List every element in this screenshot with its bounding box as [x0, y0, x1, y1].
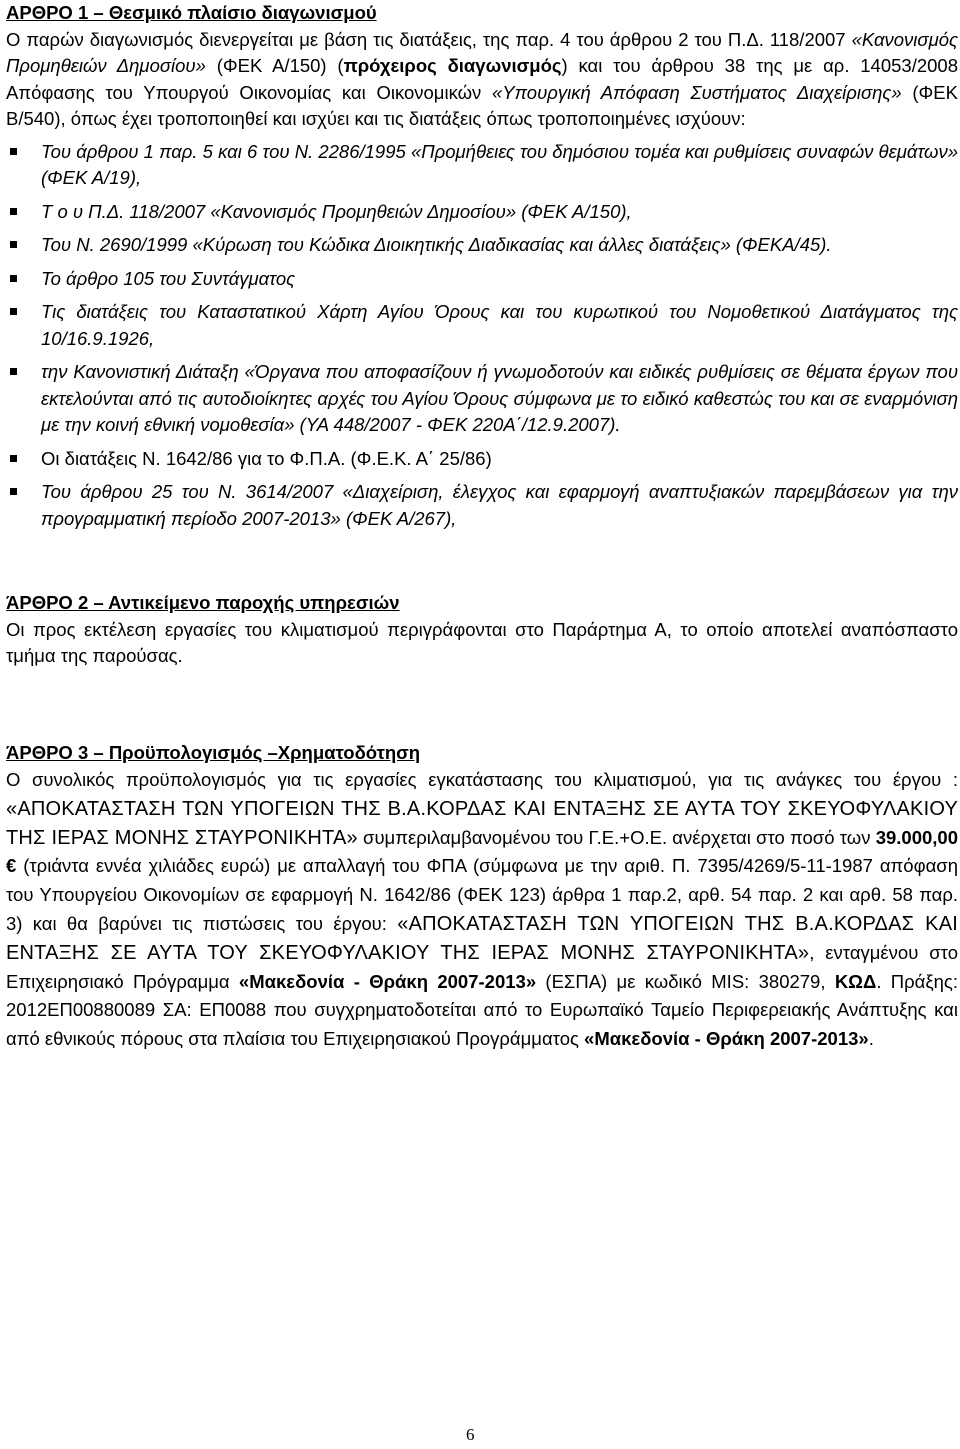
list-item: Του άρθρου 1 παρ. 5 και 6 του Ν. 2286/1995 «Προμήθειες του δημόσιου τομέα και ρυθμίσεις συναφών θεμάτων» (ΦΕΚ Α/19), [6, 139, 958, 192]
list-item: Οι διατάξεις Ν. 1642/86 για το Φ.Π.Α. (Φ.Ε.Κ. Α΄ 25/86) [6, 446, 958, 473]
square-bullet-icon [10, 275, 17, 282]
intro-text-1: Ο παρών διαγωνισμός διενεργείται με βάση τις διατάξεις, της παρ. 4 του άρθρου 2 του Π.Δ. 118/2007 [6, 28, 852, 50]
article-1-heading: ΑΡΘΡΟ 1 – Θεσμικό πλαίσιο διαγωνισμού [6, 2, 377, 23]
list-item: Του άρθρου 25 του Ν. 3614/2007 «Διαχείριση, έλεγχος και εφαρμογή αναπτυξιακών παρεμβάσεων για την προγραμματική περίοδο 2007-2013» (ΦΕΚ Α/267), [6, 479, 958, 532]
project-title: «ΑΠΟΚΑΤΑΣΤΑΣΗ ΤΩΝ ΥΠΟΓΕΙΩΝ ΤΗΣ Β.Α.ΚΟΡΔΑΣ ΚΑΙ ΕΝΤΑΞΗΣ ΣΕ ΑΥΤΑ ΤΟΥ ΣΚΕΥΟΦΥΛΑΚΙΟΥ ΤΗΣ ΙΕΡΑΣ ΜΟΝΗΣ ΣΤΑΥΡΟΝΙΚΗΤΑ» [6, 797, 958, 849]
intro-tender-type: πρόχειρος διαγωνισμός [343, 55, 562, 76]
list-item: Του Ν. 2690/1999 «Κύρωση του Κώδικα Διοικητικής Διαδικασίας και άλλες διατάξεις» (ΦΕΚΑ/45). [6, 232, 958, 259]
legal-basis-list [6, 139, 958, 533]
intro-text-5: ) και του άρθρου 38 της με αρ. 14053/2008 Απόφασης του Υπουργού Οικονομίας και Οικονομικών [6, 55, 959, 103]
programme-name: «Μακεδονία - Θράκη 2007-2013» [584, 1028, 869, 1050]
square-bullet-icon [10, 208, 17, 215]
article-2 [6, 590, 958, 670]
article-3-heading: ΆΡΘΡΟ 3 – Προϋπολογισμός –Χρηματοδότηση [6, 741, 421, 763]
page-number: 6 [466, 1425, 475, 1444]
article-3 [6, 740, 958, 1054]
intro-decision-title: «Υπουργική Απόφαση Συστήματος Διαχείρισης» [492, 81, 902, 103]
square-bullet-icon [10, 148, 17, 155]
budget-amount: 39.000,00 € [6, 826, 958, 877]
list-item: Το άρθρο 105 του Συντάγματος [6, 266, 958, 293]
article-1-intro [6, 27, 958, 133]
square-bullet-icon [10, 241, 17, 248]
square-bullet-icon [10, 455, 17, 462]
list-item: Τ ο υ Π.Δ. 118/2007 «Κανονισμός Προμηθειών Δημοσίου» (ΦΕΚ Α/150), [6, 199, 958, 226]
document-page [6, 0, 958, 1054]
list-item: Τις διατάξεις του Καταστατικού Χάρτη Αγίου Όρους και του κυρωτικού του Νομοθετικού Διατάγματος της 10/16.9.1926, [6, 299, 958, 352]
list-item: την Κανονιστική Διάταξη «Όργανα που αποφασίζουν ή γνωμοδοτούν και ειδικές ρυθμίσεις σε θέματα έργων που εκτελούνται από τις αυτοδιοίκητες αρχές του Αγίου Όρους σύμφωνα με το ειδικό καθεστώς του και σε εναρμόνιση με την κοινή εθνική νομοθεσία» (ΥΑ 448/2007 - ΦΕΚ 220Α΄/12.9.2007). [6, 359, 958, 439]
intro-text-7: (ΦΕΚ Β/540), όπως έχει τροποποιηθεί και ισχύει και τις διατάξεις όπως τροποποιημένες ισχύουν: [6, 81, 958, 129]
square-bullet-icon [10, 368, 17, 375]
article-1 [6, 0, 958, 532]
article-2-body: Οι προς εκτέλεση εργασίες του κλιματισμού περιγράφονται στο Παράρτημα Α, το οποίο αποτελεί αναπόσπαστο τμήμα της παρούσας. [6, 618, 958, 666]
article-2-heading: ΆΡΘΡΟ 2 – Αντικείμενο παροχής υπηρεσιών [6, 592, 400, 613]
intro-text-3: (ΦΕΚ Α/150) ( [205, 55, 344, 76]
project-title: «ΑΠΟΚΑΤΑΣΤΑΣΗ ΤΩΝ ΥΠΟΓΕΙΩΝ ΤΗΣ Β.Α.ΚΟΡΔΑΣ ΚΑΙ ΕΝΤΑΞΗΣ ΣΕ ΑΥΤΑ ΤΟΥ ΣΚΕΥΟΦΥΛΑΚΙΟΥ ΤΗΣ ΙΕΡΑΣ ΜΟΝΗΣ ΣΤΑΥΡΟΝΙΚΗΤΑ» [6, 912, 958, 964]
kod-label: ΚΩΔ [834, 970, 877, 992]
programme-name: «Μακεδονία - Θράκη 2007-2013» [238, 970, 537, 992]
square-bullet-icon [10, 308, 17, 315]
article-3-body: Ο συνολικός προϋπολογισμός για τις εργασίες εγκατάστασης του κλιματισμού, για τις ανάγκες του έργου : «ΑΠΟΚΑΤΑΣΤΑΣΗ ΤΩΝ ΥΠΟΓΕΙΩΝ ΤΗΣ Β.Α.ΚΟΡΔΑΣ ΚΑΙ ΕΝΤΑΞΗΣ ΣΕ ΑΥΤΑ ΤΟΥ ΣΚΕΥΟΦΥΛΑΚΙΟΥ ΤΗΣ ΙΕΡΑΣ ΜΟΝΗΣ ΣΤΑΥΡΟΝΙΚΗΤΑ» συμπεριλαμβανομένου του Γ.Ε.+Ο.Ε. ανέρχεται στο ποσό των 39.000,00 € (τριάντα εννέα χιλιάδες ευρώ) με απαλλαγή του ΦΠΑ (σύμφωνα με την αριθ. Π. 7395/4269/5-11-1987 απόφαση του Υπουργείου Οικονομίων σε εφαρμογή Ν. 1642/86 (ΦΕΚ 123) άρθρα 1 παρ.2, αρθ. 54 παρ. 2 και αρθ. 58 παρ. 3) και θα βαρύνει τις πιστώσεις του έργου: «ΑΠΟΚΑΤΑΣΤΑΣΗ ΤΩΝ ΥΠΟΓΕΙΩΝ ΤΗΣ Β.Α.ΚΟΡΔΑΣ ΚΑΙ ΕΝΤΑΞΗΣ ΣΕ ΑΥΤΑ ΤΟΥ ΣΚΕΥΟΦΥΛΑΚΙΟΥ ΤΗΣ ΙΕΡΑΣ ΜΟΝΗΣ ΣΤΑΥΡΟΝΙΚΗΤΑ», ενταγμένου στο Επιχειρησιακό Πρόγραμμα «Μακεδονία - Θράκη 2007-2013» (ΕΣΠΑ) με κωδικό MIS: 380279, ΚΩΔ. Πράξης: 2012ΕΠ00880089 ΣΑ: ΕΠ0088 που συγχρηματοδοτείται από το Ευρωπαϊκό Ταμείο Περιφερειακής Ανάπτυξης και από εθνικούς πόρους στα πλαίσια του Επιχειρησιακού Προγράμματος «Μακεδονία - Θράκη 2007-2013». [6, 769, 958, 1050]
square-bullet-icon [10, 488, 17, 495]
intro-law-title: «Κανονισμός Προμηθειών Δημοσίου» [6, 28, 958, 76]
